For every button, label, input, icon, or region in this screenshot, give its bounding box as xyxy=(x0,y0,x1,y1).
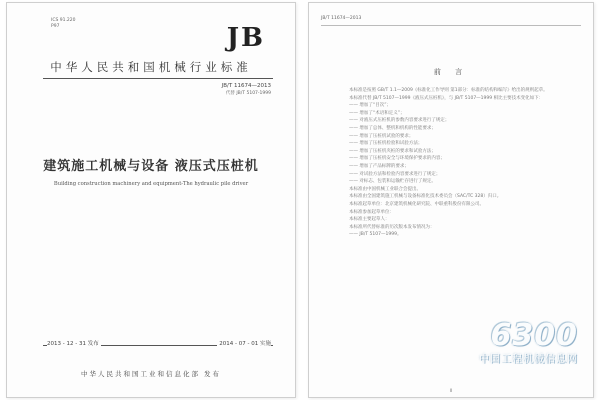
foreword-line: —— 增加了压桩机夹桩的要求和试验方法； xyxy=(349,148,436,154)
running-header: JB/T 11674—2013 xyxy=(321,16,362,21)
ics-line: P97 xyxy=(51,24,60,29)
standard-cover-page xyxy=(6,2,296,398)
foreword-line: 本标准主要起草人： xyxy=(349,217,390,223)
ics-code xyxy=(51,18,76,30)
foreword-line: —— 增加了压桩机检验和试验方法； xyxy=(349,141,423,147)
foreword-line: 本标准所代替标准的历次版本发布情况为： xyxy=(349,224,435,230)
header-divider xyxy=(43,78,273,79)
jb-logo: JB xyxy=(226,23,265,53)
foreword-line: —— 对试验方法和检验内容要求进行了规定； xyxy=(349,171,441,177)
issue-date: 2013 - 12 - 31 发布 xyxy=(47,341,99,347)
foreword-line: 本标准由全国建筑施工机械与设备标准化技术委员会（SAC/TC 328）归口。 xyxy=(349,194,502,200)
site-watermark xyxy=(479,318,578,365)
foreword-line: 本标准参加起草单位： xyxy=(349,209,394,215)
foreword-line: —— 增加了产品标牌的要求； xyxy=(349,163,409,169)
ics-line: ICS 91.220 xyxy=(51,18,76,23)
page-number: II xyxy=(449,389,453,394)
running-header-rule xyxy=(321,25,581,26)
foreword-line: —— 对标志、包装和运输贮存进行了规定。 xyxy=(349,179,436,185)
foreword-line: 本标准是按照 GB/T 1.1—2009《标准化工作导则 第1部分：标准的结构和编写》给出的规则起草。 xyxy=(349,88,548,93)
foreword-line: —— 增加了“术语和定义”； xyxy=(349,110,405,116)
foreword-title: 前 言 xyxy=(433,68,469,76)
implement-date: 2014 - 07 - 01 实施 xyxy=(219,341,271,347)
foreword-line: —— JB/T 5107—1999。 xyxy=(349,232,402,238)
foreword-body xyxy=(337,87,573,239)
watermark-logo: 6300 xyxy=(490,318,578,353)
issuing-ministry: 中华人民共和国工业和信息化部 发布 xyxy=(80,370,222,378)
standard-title: 中华人民共和国机械行业标准 xyxy=(50,60,252,74)
watermark-subtitle: 中国工程机械信息网 xyxy=(479,354,578,365)
document-title-en: Building construction machinery and equipment-The hydraulic pile driver xyxy=(53,181,249,187)
replaces-note: 代替 JB/T 5107-1999 xyxy=(225,91,271,96)
foreword-line: 本标准由中国机械工业联合会提出。 xyxy=(349,186,421,192)
foreword-line: 本标准代替 JB/T 5107—1999《液压式压桩机》，与 JB/T 5107—1999 相比主要技术变化如下： xyxy=(349,95,544,101)
foreword-line: —— 增加了总体、整机和机构的性能要求； xyxy=(349,125,436,131)
document-title-cn: 建筑施工机械与设备 液压式压桩机 xyxy=(43,159,259,174)
foreword-line: 本标准起草单位：北京建筑机械化研究院、中联重科股份有限公司。 xyxy=(349,201,484,207)
foreword-line: —— 增加了压桩机试验的要求； xyxy=(349,133,414,139)
foreword-line: —— 增加了“目次”； xyxy=(349,103,392,109)
foreword-line: —— 增加了压桩机安全与环境保护要求的内容； xyxy=(349,156,445,162)
foreword-line: —— 对液压式压桩机的参数内容要求进行了规定； xyxy=(349,118,450,124)
standard-number: JB/T 11674—2013 xyxy=(221,83,271,89)
